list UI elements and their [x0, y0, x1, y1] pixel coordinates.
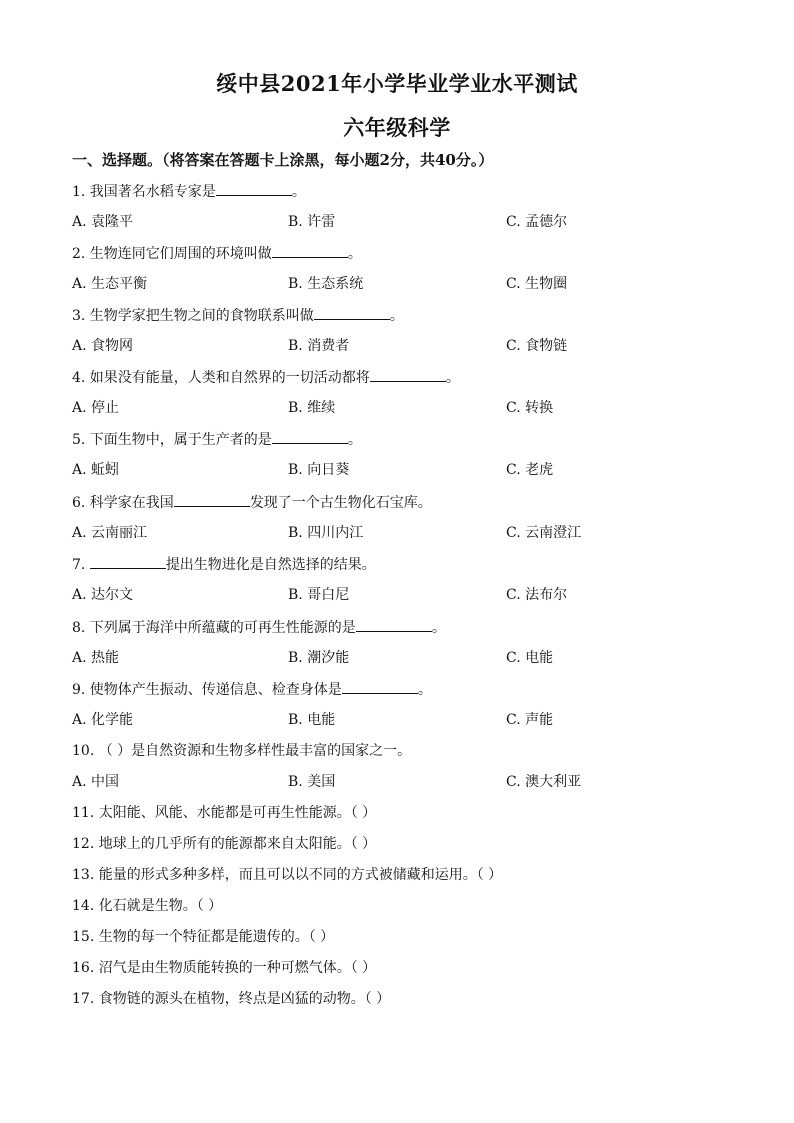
question-2-option-a[interactable]: A. 生态平衡 [72, 276, 148, 292]
question-9-option-b[interactable]: B. 电能 [288, 712, 336, 728]
question-text-end: 。 [347, 246, 362, 262]
question-text: 17. 食物链的源头在植物，终点是凶猛的动物。（ ） [72, 991, 391, 1007]
question-12 [72, 834, 376, 854]
question-6-option-a[interactable]: A. 云南丽江 [72, 525, 148, 541]
question-text-end: 提出生物进化是自然选择的结果。 [165, 557, 376, 573]
question-1-option-a[interactable]: A. 袁隆平 [72, 214, 134, 230]
question-text: 7. [72, 557, 90, 573]
question-text: 13. 能量的形式多种多样，而且可以以不同的方式被储藏和运用。（ ） [72, 867, 503, 883]
question-4 [72, 367, 460, 388]
question-text: 16. 沼气是由生物质能转换的一种可燃气体。（ ） [72, 960, 377, 976]
exam-subtitle: 六年级科学 [343, 115, 451, 140]
question-text: 5. 下面生物中，属于生产者的是 [72, 432, 272, 448]
question-text: 11. 太阳能、风能、水能都是可再生性能源。（ ） [72, 805, 377, 821]
question-text-end: 。 [291, 184, 306, 200]
question-4-option-c[interactable]: C. 转换 [506, 400, 554, 416]
question-text: 12. 地球上的几乎所有的能源都来自太阳能。（ ） [72, 836, 377, 852]
question-17 [72, 989, 390, 1009]
answer-blank[interactable] [216, 181, 292, 196]
question-15 [72, 927, 334, 947]
question-text: 14. 化石就是生物。（ ） [72, 898, 223, 914]
question-text-end: 。 [389, 308, 404, 324]
question-1 [72, 181, 306, 202]
question-text: 9. 使物体产生振动、传递信息、检查身体是 [72, 682, 342, 698]
question-text: 4. 如果没有能量，人类和自然界的一切活动都将 [72, 370, 370, 386]
question-9-option-a[interactable]: A. 化学能 [72, 712, 134, 728]
question-text: 6. 科学家在我国 [72, 495, 174, 511]
question-3-option-b[interactable]: B. 消费者 [288, 338, 350, 354]
answer-blank[interactable] [370, 367, 446, 382]
question-11 [72, 803, 376, 823]
question-4-option-a[interactable]: A. 停止 [72, 400, 120, 416]
question-5 [72, 429, 362, 450]
question-7-option-b[interactable]: B. 哥白尼 [288, 587, 350, 603]
question-3-option-a[interactable]: A. 食物网 [72, 338, 134, 354]
question-1-option-b[interactable]: B. 许雷 [288, 214, 336, 230]
question-6-option-c[interactable]: C. 云南澄江 [506, 525, 582, 541]
question-4-option-b[interactable]: B. 维续 [288, 400, 336, 416]
question-7 [72, 554, 376, 575]
question-13 [72, 865, 502, 885]
answer-blank[interactable] [356, 617, 432, 632]
question-1-option-c[interactable]: C. 孟德尔 [506, 214, 568, 230]
question-5-option-b[interactable]: B. 向日葵 [288, 462, 350, 478]
question-6-option-b[interactable]: B. 四川内江 [288, 525, 364, 541]
answer-blank[interactable] [342, 679, 418, 694]
answer-blank[interactable] [174, 492, 250, 507]
question-text-end: 。 [431, 620, 446, 636]
question-3 [72, 305, 404, 326]
question-2-option-c[interactable]: C. 生物圈 [506, 276, 568, 292]
question-2-option-b[interactable]: B. 生态系统 [288, 276, 364, 292]
question-7-option-c[interactable]: C. 法布尔 [506, 587, 568, 603]
question-14 [72, 896, 222, 916]
question-8-option-b[interactable]: B. 潮汐能 [288, 650, 350, 666]
question-10-option-b[interactable]: B. 美国 [288, 774, 336, 790]
section-heading: 一、选择题。（将答案在答题卡上涂黑，每小题2分，共40分。） [72, 151, 494, 169]
answer-blank[interactable] [90, 554, 166, 569]
question-5-option-c[interactable]: C. 老虎 [506, 462, 554, 478]
question-text: 15. 生物的每一个特征都是能遗传的。（ ） [72, 929, 335, 945]
question-text: 3. 生物学家把生物之间的食物联系叫做 [72, 308, 314, 324]
question-text-end: 。 [347, 432, 362, 448]
question-5-option-a[interactable]: A. 蚯蚓 [72, 462, 120, 478]
question-8 [72, 617, 446, 638]
answer-blank[interactable] [314, 305, 390, 320]
question-text-end: 。 [445, 370, 460, 386]
question-10-option-c[interactable]: C. 澳大利亚 [506, 774, 582, 790]
answer-blank[interactable] [272, 243, 348, 258]
question-text: 2. 生物连同它们周围的环境叫做 [72, 246, 272, 262]
question-10-option-a[interactable]: A. 中国 [72, 774, 120, 790]
question-8-option-c[interactable]: C. 电能 [506, 650, 554, 666]
question-9 [72, 679, 432, 700]
question-16 [72, 958, 376, 978]
question-text: 1. 我国著名水稻专家是 [72, 184, 216, 200]
exam-title: 绥中县2021年小学毕业学业水平测试 [216, 71, 578, 96]
question-10 [72, 741, 411, 761]
question-text-end: 发现了一个古生物化石宝库。 [249, 495, 432, 511]
question-text: 10. （ ）是自然资源和生物多样性最丰富的国家之一。 [72, 743, 412, 759]
question-6 [72, 492, 432, 513]
question-3-option-c[interactable]: C. 食物链 [506, 338, 568, 354]
question-8-option-a[interactable]: A. 热能 [72, 650, 120, 666]
question-text: 8. 下列属于海洋中所蕴藏的可再生性能源的是 [72, 620, 356, 636]
answer-blank[interactable] [272, 429, 348, 444]
question-2 [72, 243, 362, 264]
question-text-end: 。 [417, 682, 432, 698]
question-9-option-c[interactable]: C. 声能 [506, 712, 554, 728]
question-7-option-a[interactable]: A. 达尔文 [72, 587, 134, 603]
